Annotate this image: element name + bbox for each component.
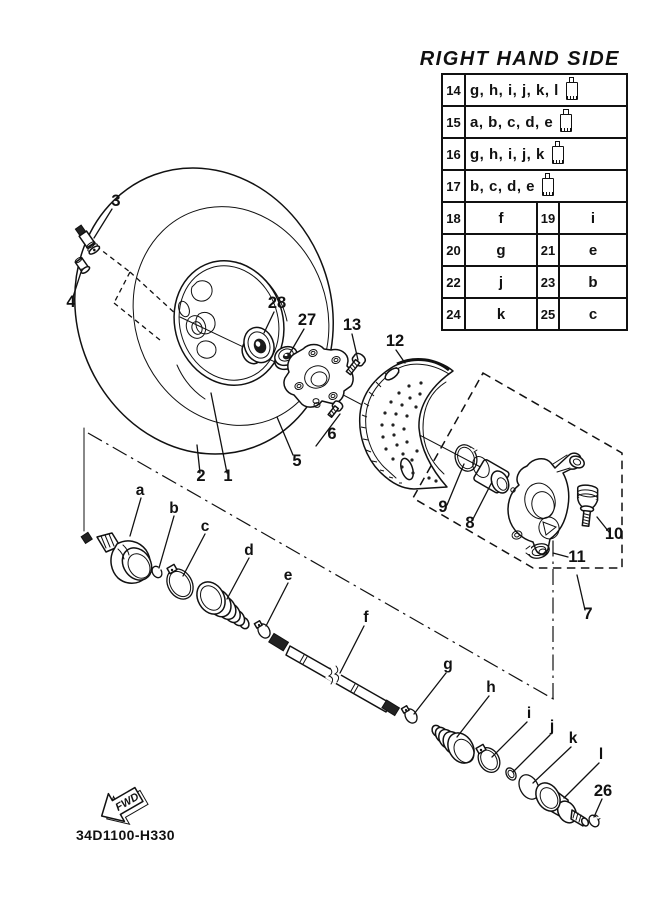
legend-ref-number: 24	[442, 298, 465, 330]
legend-letters: a, b, c, d, e	[470, 113, 554, 131]
callout-5: 5	[292, 452, 302, 470]
callout-j: j	[549, 718, 555, 735]
legend-letter: g	[465, 234, 537, 266]
drawing-code: 34D1100-H330	[76, 827, 175, 843]
legend-ref-number: 22	[442, 266, 465, 298]
brake-disc-guard	[360, 359, 453, 489]
legend-letters: b, c, d, e	[470, 177, 536, 195]
legend-letter: f	[465, 202, 537, 234]
drive-shaft	[269, 633, 400, 715]
callout-f: f	[363, 609, 369, 626]
callout-8: 8	[465, 514, 475, 532]
valve-locating-dashes	[96, 246, 178, 340]
callout-27: 27	[297, 311, 317, 329]
legend-letter: c	[559, 298, 627, 330]
callout-13: 13	[342, 316, 362, 334]
legend-ref-number: 25	[537, 298, 559, 330]
legend-ref-number: 23	[537, 266, 559, 298]
callout-a: a	[135, 482, 145, 499]
callout-b: b	[169, 500, 179, 517]
callout-c: c	[200, 518, 210, 535]
page-title: RIGHT HAND SIDE	[419, 48, 620, 70]
callout-k: k	[568, 730, 578, 747]
callout-2: 2	[196, 467, 206, 485]
legend-letter: b	[559, 266, 627, 298]
cv-joint-outer	[81, 532, 157, 585]
legend-ref-number: 19	[537, 202, 559, 234]
cv-boot-inner	[430, 724, 479, 768]
callout-12: 12	[385, 332, 405, 350]
bearing-snap-ring	[452, 442, 481, 475]
callout-l: l	[598, 746, 604, 763]
callout-10: 10	[604, 525, 624, 543]
callout-28: 28	[267, 294, 287, 312]
legend-ref-number: 15	[442, 106, 465, 138]
steering-knuckle	[508, 453, 586, 555]
callout-d: d	[244, 542, 254, 559]
callout-26: 26	[593, 782, 613, 800]
legend-ref-number: 18	[442, 202, 465, 234]
legend-letter: j	[465, 266, 537, 298]
valve-stem	[73, 224, 100, 256]
cv-joint-inner	[531, 779, 590, 828]
legend-ref-number: 17	[442, 170, 465, 202]
legend-ref-number: 21	[537, 234, 559, 266]
callout-h: h	[486, 679, 496, 696]
callout-1: 1	[223, 467, 233, 485]
legend-ref-number: 16	[442, 138, 465, 170]
valve-cap	[74, 256, 91, 275]
ball-joint	[574, 484, 599, 527]
wheel-hub	[284, 345, 353, 408]
boot-clamp-small-g	[401, 706, 419, 725]
legend-letter: e	[559, 234, 627, 266]
legend-letter: i	[559, 202, 627, 234]
callout-e: e	[283, 567, 293, 584]
callout-g: g	[443, 656, 453, 673]
callout-6: 6	[327, 425, 337, 443]
boot-clamp-small-e	[254, 621, 272, 640]
cv-boot-outer	[191, 577, 251, 631]
legend-letter: k	[465, 298, 537, 330]
legend-letters: g, h, i, j, k	[470, 145, 545, 163]
callout-3: 3	[111, 192, 121, 210]
callout-11: 11	[568, 548, 586, 566]
wheel-rim	[158, 246, 300, 399]
callout-9: 9	[438, 498, 448, 516]
callout-7: 7	[583, 605, 593, 623]
legend-ref-number: 20	[442, 234, 465, 266]
fwd-arrow	[94, 779, 152, 834]
callout-4: 4	[66, 293, 76, 311]
wheel-bearing	[470, 454, 513, 496]
boot-clamp-large	[162, 564, 199, 604]
legend-ref-number: 14	[442, 74, 465, 106]
fwd-label: FWD	[113, 790, 142, 814]
callout-i: i	[526, 705, 532, 722]
legend-letters: g, h, i, j, k, l	[470, 81, 559, 99]
